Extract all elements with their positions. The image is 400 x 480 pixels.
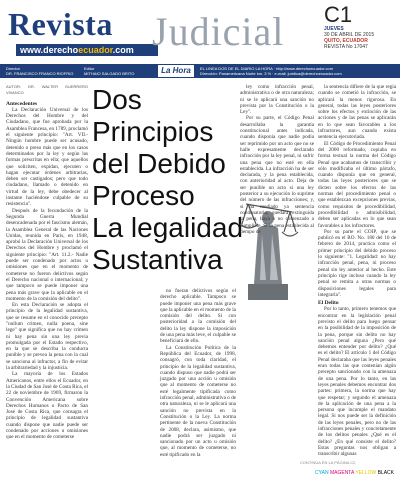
headline-line: del Debido bbox=[92, 148, 226, 179]
masthead-judicial: Judicial bbox=[152, 9, 285, 54]
print-color-marks bbox=[315, 470, 394, 476]
la-hora-logo: La Hora bbox=[158, 65, 194, 77]
black-mark: BLACK bbox=[377, 470, 394, 476]
paragraph: La mayoría de los Estados Americanos, entre ellos el Ecuador, en la Ciudad de San José de Costa Rica, el 22 de noviembre de 1969, firmaron la Convención Americana sobre Derechos Humanos o Pacto de San José de Costa Rica, que consagra el principio de legalidad sustantiva cuando dispone que nadie puede ser condenado por acciones u omisiones que en el momento de cometerse bbox=[6, 371, 88, 441]
paragraph: La Declaración Universal de los Derechos del Hombre y del Ciudadano, que fue aprobada por la Asamblea Francesa, en 1789, proclamó el siguiente principio: "Art. VII.- Ningún hombre puede ser acusado, detenido o preso más que en los casos determinados por la ley y según las formas prescritas en ella; que aquellos que soliciten, expidan, ejecuten o hagan ejecutar órdenes arbitrarias, deben ser castigados; pero que todo ciudadano, llamado o detenido en virtud de la ley, debe obedecer al instante haciéndose culpable de su resistencia". bbox=[6, 106, 88, 208]
statue-base bbox=[248, 284, 288, 300]
masthead-issue-info bbox=[324, 4, 394, 50]
headline-line: Dos bbox=[92, 84, 142, 115]
url-highlight: ecuador bbox=[78, 45, 113, 55]
issue-date: 30 DE ABRIL DE 2015 bbox=[324, 32, 375, 38]
paragraph: Por su parte, el Código Penal desarrollaba la garantía constitucional antes indicada, cuando disponía que nadie podía ser reprimido por un acto que no se halle expresamente declarado infracción por la ley penal, ni sufrir una pena que no esté en ella establecida. La infracción ha de ser declarada, y la pena establecida, con anterioridad al acto. Deja de ser punible un acto si una ley posterior a su ejecución lo suprime del número de las infracciones; y, si ha mediado ya sentencia condenatoria, quedará extinguida la pena, haya o no comenzado a cumplirse. Si la pena establecida al tiempo de bbox=[240, 115, 314, 235]
editor-name: MITHAIO SALGADO BRITO bbox=[84, 71, 135, 76]
url-prefix: www.derecho bbox=[20, 45, 79, 55]
cyan-mark: CYAN bbox=[315, 470, 329, 476]
director-credit bbox=[6, 66, 73, 76]
paragraph: El Código de Procedimiento Penal del 2000 reformado, copiaba en forma textual la norma del Código Penal que acabamos de transcribir y sólo modificaba el último párrafo, cuando disponía que en general, todas las leyes posteriores que se dicten sobre los efectos de las normas del procedimiento penal o que establezcan excepciones previas, como requisitos de procedibilidad, procedibilidad o admisibilidad, deben ser aplicadas en lo que sean favorables a los infractores. bbox=[318, 140, 396, 229]
paragraph: En esta Declaración se adopta el principio de la legalidad sustantiva, que se resume en el conocido precepto "nullum crimen, nulla poena, sine lege" que significa que no hay crimen ni hay pena sin una ley previa promulgada por el Estado respectivo, en la que se describa la conducta punible y se prevea la pena con la cual se sanciona al infractor, a fin de evitar la arbitrariedad y la injusticia. bbox=[6, 302, 88, 372]
notice-line-2: Dirección: Panamericana Norte km. 3 ½ · e-mail: juridica@derechoecuador.com bbox=[200, 71, 342, 76]
credits-bar bbox=[0, 64, 400, 78]
masthead-revista: Revista bbox=[8, 6, 113, 42]
continuation-note: CONTINÚA EN LA PÁGINA C2 bbox=[300, 460, 356, 465]
url-suffix: .com bbox=[112, 45, 134, 55]
article-author: AUTOR: DR. WALTER GUERRERO VIVANCO bbox=[6, 84, 88, 96]
editor-label: Editor bbox=[84, 66, 95, 71]
article-column-3 bbox=[240, 84, 314, 235]
issue-day: JUEVES bbox=[324, 26, 344, 32]
headline-line: Principios bbox=[92, 116, 214, 147]
paragraph: la sentencia difiere de la que regía cuando se cometió la infracción, se aplicará la menos rigurosa. En general, todas las leyes posteriores sobre los efectos y extinción de las acciones y de las penas se aplicarán en lo que sean favorables a los infractores, aun cuando exista sentencia ejecutoriada. bbox=[318, 84, 396, 141]
section-code: C1 bbox=[324, 2, 353, 27]
contact-notice bbox=[200, 66, 396, 76]
director-label: Director bbox=[6, 66, 21, 71]
headline-line: Proceso bbox=[92, 180, 195, 211]
article-column-1 bbox=[6, 84, 88, 476]
yellow-mark: YELLOW bbox=[355, 470, 377, 476]
section-heading-antecedentes: Antecedentes bbox=[6, 100, 38, 107]
notice-line-1: EL LINEA DOS DE EL DIARIO LA HORA · http://www.derechoecuador.com bbox=[200, 66, 334, 71]
paragraph: Después de la fecundación de la Segunda Guerra Mundial desencadenada por el fascismo alemán, la Asamblea General de las Naciones Unidas, reunida en París, en 1948, aprobó la Declaración Universal de los Derechos del Hombre y proclamó el siguiente principio: "Art. 11.2.- Nadie puede ser condenado por actos u omisiones que en el momento de cometerse no fueron delictivos según el Derecho nacional o internacional; y que tampoco se puede imponer una pena más grave que la aplicable en el momento de la comisión del delito". bbox=[6, 207, 88, 302]
paragraph: La Constitución Política de la República del Ecuador, de 1998, consagró, con toda claridad, el principio de la legalidad sustantiva, cuando dispuso que nadie podrá ser juzgado por una acción u omisión que al momento de cometerse no esté legalmente tipificada como infracción penal, administrativa o de otra naturaleza, ni se le aplicará una sanción no prevista en la Constitución o la Ley. La norma pertinente de la nueva Constitución de 2008, declara, asimismo, que nadie podrá ser juzgado ni sancionado por un acto u omisión que, al momento de cometerse, no esté tipificado en la bbox=[160, 344, 236, 458]
paragraph: Por lo tanto, primero tenemos que encontrar en la legislación penal previsto el delito para luego pensar en la posibilidad de la imposición de la pena, porque sin delito no hay sanción penal alguna ¿Pero qué debemos entender por delito? ¿Qué es el delito? El artículo 1 del Código Penal declaraba que las leyes penales eran todas las que contenían algún precepto sancionado con la amenaza de una pena. Por lo tanto, en las leyes penales debemos encontrar dos partes: primera, la norma que hay que respetar; y segundo el amenaza de la aplicación de una pena a la persona que incumple el mandato legal. Si nos puede ser la definición de las leyes penales, pero no de las infracciones penales y concretamente de los delitos penales ¿Qué es el delito? ¿En qué consiste el delito? Estas preguntas nos obligan a transcribir algunas bbox=[318, 306, 396, 458]
masthead bbox=[0, 0, 400, 62]
editor-credit bbox=[84, 66, 134, 76]
paragraph: no fueran delictivos según el derecho aplicable. Tampoco se puede imponer una pena más grave que la aplicable en el momento de la comisión del delito. Si con posterioridad a la comisión del delito la ley dispone la imposición de una pena más leve, el culpable se beneficiará de ello. bbox=[160, 288, 236, 345]
magenta-mark: MAGENTA bbox=[329, 470, 355, 476]
paragraph: ley como infracción penal, administrativa o de otra naturaleza; ni se le aplicará una sanción no prevista por la Constitución o la Ley". bbox=[240, 84, 314, 116]
director-name: DR. FRANCISCO FRANCO RIOFRIO bbox=[6, 71, 74, 76]
headline-line: Sustantiva bbox=[92, 244, 223, 275]
article-column-4 bbox=[318, 84, 396, 462]
section-heading-delito: El Delito bbox=[318, 300, 339, 307]
issue-city: QUITO, ECUADOR bbox=[324, 38, 368, 44]
paragraph: Por su parte el COIP, que se publicó en el RO. No. 180 del 10 de febrero de 2014, practica como el primer principio del debido proceso lo siguiente: "1. Legalidad: no hay infracción penal, pena, ni proceso penal sin ley anterior al hecho. Este principio rige incluso cuando la ley penal se remita a otras normas o disposiciones legales para integrarla". bbox=[318, 228, 396, 298]
masthead-url[interactable] bbox=[16, 44, 158, 56]
issue-number: REVISTA No 17047 bbox=[324, 44, 368, 50]
article-column-2 bbox=[160, 288, 236, 476]
headline-line: La legalidad bbox=[92, 212, 244, 243]
